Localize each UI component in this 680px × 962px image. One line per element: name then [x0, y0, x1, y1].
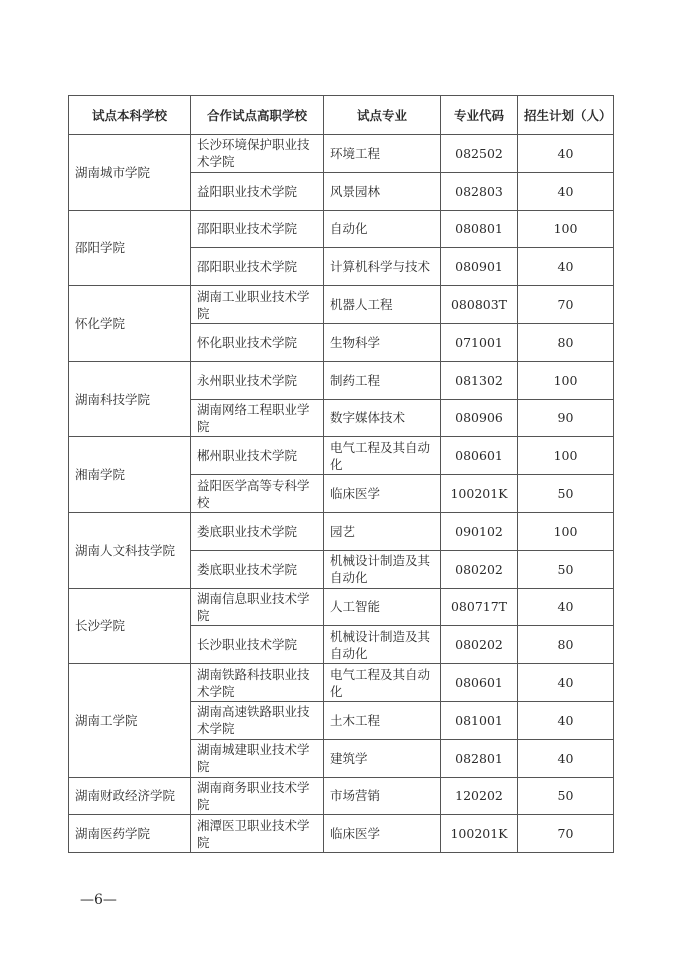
undergrad-school-cell: 湖南财政经济学院	[69, 777, 191, 815]
major-code-cell: 100201K	[441, 815, 518, 853]
major-code-cell: 080801	[441, 210, 518, 248]
major-cell: 临床医学	[324, 815, 441, 853]
major-cell: 市场营销	[324, 777, 441, 815]
enrollment-plan-cell: 40	[518, 135, 614, 173]
major-code-cell: 081001	[441, 701, 518, 739]
table-row	[69, 210, 614, 248]
header-undergrad-school: 试点本科学校	[69, 96, 191, 135]
enrollment-plan-cell: 100	[518, 437, 614, 475]
undergrad-school-cell: 怀化学院	[69, 286, 191, 362]
table-row	[69, 512, 614, 550]
enrollment-plan-cell: 40	[518, 739, 614, 777]
major-cell: 机械设计制造及其自动化	[324, 626, 441, 664]
undergrad-school-cell: 湖南医药学院	[69, 815, 191, 853]
major-cell: 土木工程	[324, 701, 441, 739]
partner-school-cell: 长沙环境保护职业技术学院	[191, 135, 324, 173]
enrollment-plan-cell: 40	[518, 588, 614, 626]
table-row	[69, 588, 614, 626]
table-row	[69, 361, 614, 399]
partner-school-cell: 长沙职业技术学院	[191, 626, 324, 664]
enrollment-plan-cell: 70	[518, 815, 614, 853]
major-code-cell: 081302	[441, 361, 518, 399]
enrollment-plan-cell: 50	[518, 777, 614, 815]
major-code-cell: 080202	[441, 626, 518, 664]
major-cell: 自动化	[324, 210, 441, 248]
table-row	[69, 815, 614, 853]
major-code-cell: 120202	[441, 777, 518, 815]
enrollment-plan-cell: 80	[518, 626, 614, 664]
major-cell: 电气工程及其自动化	[324, 437, 441, 475]
table-body	[69, 135, 614, 853]
enrollment-plan-cell: 90	[518, 399, 614, 437]
enrollment-plan-cell: 80	[518, 323, 614, 361]
enrollment-plan-cell: 100	[518, 512, 614, 550]
header-major: 试点专业	[324, 96, 441, 135]
major-code-cell: 082803	[441, 172, 518, 210]
undergrad-school-cell: 湖南城市学院	[69, 135, 191, 211]
table-row	[69, 286, 614, 324]
partner-school-cell: 湖南铁路科技职业技术学院	[191, 664, 324, 702]
undergrad-school-cell: 湖南人文科技学院	[69, 512, 191, 588]
major-code-cell: 080717T	[441, 588, 518, 626]
major-cell: 数字媒体技术	[324, 399, 441, 437]
undergrad-school-cell: 邵阳学院	[69, 210, 191, 286]
major-cell: 电气工程及其自动化	[324, 664, 441, 702]
enrollment-table	[68, 95, 614, 853]
page-number: —6—	[80, 892, 117, 908]
enrollment-plan-cell: 50	[518, 475, 614, 513]
partner-school-cell: 湖南网络工程职业学院	[191, 399, 324, 437]
partner-school-cell: 怀化职业技术学院	[191, 323, 324, 361]
major-cell: 计算机科学与技术	[324, 248, 441, 286]
enrollment-plan-cell: 40	[518, 172, 614, 210]
major-cell: 制药工程	[324, 361, 441, 399]
major-cell: 建筑学	[324, 739, 441, 777]
major-cell: 临床医学	[324, 475, 441, 513]
undergrad-school-cell: 湖南工学院	[69, 664, 191, 777]
major-code-cell: 082801	[441, 739, 518, 777]
major-code-cell: 082502	[441, 135, 518, 173]
partner-school-cell: 湖南商务职业技术学院	[191, 777, 324, 815]
major-cell: 机器人工程	[324, 286, 441, 324]
major-cell: 机械设计制造及其自动化	[324, 550, 441, 588]
partner-school-cell: 益阳医学高等专科学校	[191, 475, 324, 513]
enrollment-plan-cell: 50	[518, 550, 614, 588]
table-row	[69, 135, 614, 173]
major-cell: 园艺	[324, 512, 441, 550]
partner-school-cell: 娄底职业技术学院	[191, 550, 324, 588]
major-code-cell: 080803T	[441, 286, 518, 324]
major-cell: 风景园林	[324, 172, 441, 210]
enrollment-plan-cell: 100	[518, 361, 614, 399]
table-row	[69, 437, 614, 475]
header-row	[69, 96, 614, 135]
major-cell: 环境工程	[324, 135, 441, 173]
partner-school-cell: 湖南高速铁路职业技术学院	[191, 701, 324, 739]
major-code-cell: 080601	[441, 437, 518, 475]
major-code-cell: 090102	[441, 512, 518, 550]
major-code-cell: 080906	[441, 399, 518, 437]
table-row	[69, 777, 614, 815]
partner-school-cell: 湖南城建职业技术学院	[191, 739, 324, 777]
enrollment-plan-cell: 40	[518, 248, 614, 286]
major-code-cell: 071001	[441, 323, 518, 361]
partner-school-cell: 娄底职业技术学院	[191, 512, 324, 550]
enrollment-plan-cell: 40	[518, 701, 614, 739]
major-code-cell: 080901	[441, 248, 518, 286]
undergrad-school-cell: 湘南学院	[69, 437, 191, 513]
header-partner-school: 合作试点高职学校	[191, 96, 324, 135]
partner-school-cell: 邵阳职业技术学院	[191, 210, 324, 248]
enrollment-plan-cell: 40	[518, 664, 614, 702]
header-major-code: 专业代码	[441, 96, 518, 135]
header-enrollment-plan: 招生计划（人）	[518, 96, 614, 135]
partner-school-cell: 湖南工业职业技术学院	[191, 286, 324, 324]
enrollment-plan-cell: 100	[518, 210, 614, 248]
enrollment-plan-cell: 70	[518, 286, 614, 324]
partner-school-cell: 永州职业技术学院	[191, 361, 324, 399]
major-cell: 人工智能	[324, 588, 441, 626]
major-cell: 生物科学	[324, 323, 441, 361]
major-code-cell: 080202	[441, 550, 518, 588]
partner-school-cell: 湖南信息职业技术学院	[191, 588, 324, 626]
partner-school-cell: 益阳职业技术学院	[191, 172, 324, 210]
partner-school-cell: 邵阳职业技术学院	[191, 248, 324, 286]
partner-school-cell: 郴州职业技术学院	[191, 437, 324, 475]
undergrad-school-cell: 长沙学院	[69, 588, 191, 664]
major-code-cell: 080601	[441, 664, 518, 702]
major-code-cell: 100201K	[441, 475, 518, 513]
partner-school-cell: 湘潭医卫职业技术学院	[191, 815, 324, 853]
table-row	[69, 664, 614, 702]
undergrad-school-cell: 湖南科技学院	[69, 361, 191, 437]
